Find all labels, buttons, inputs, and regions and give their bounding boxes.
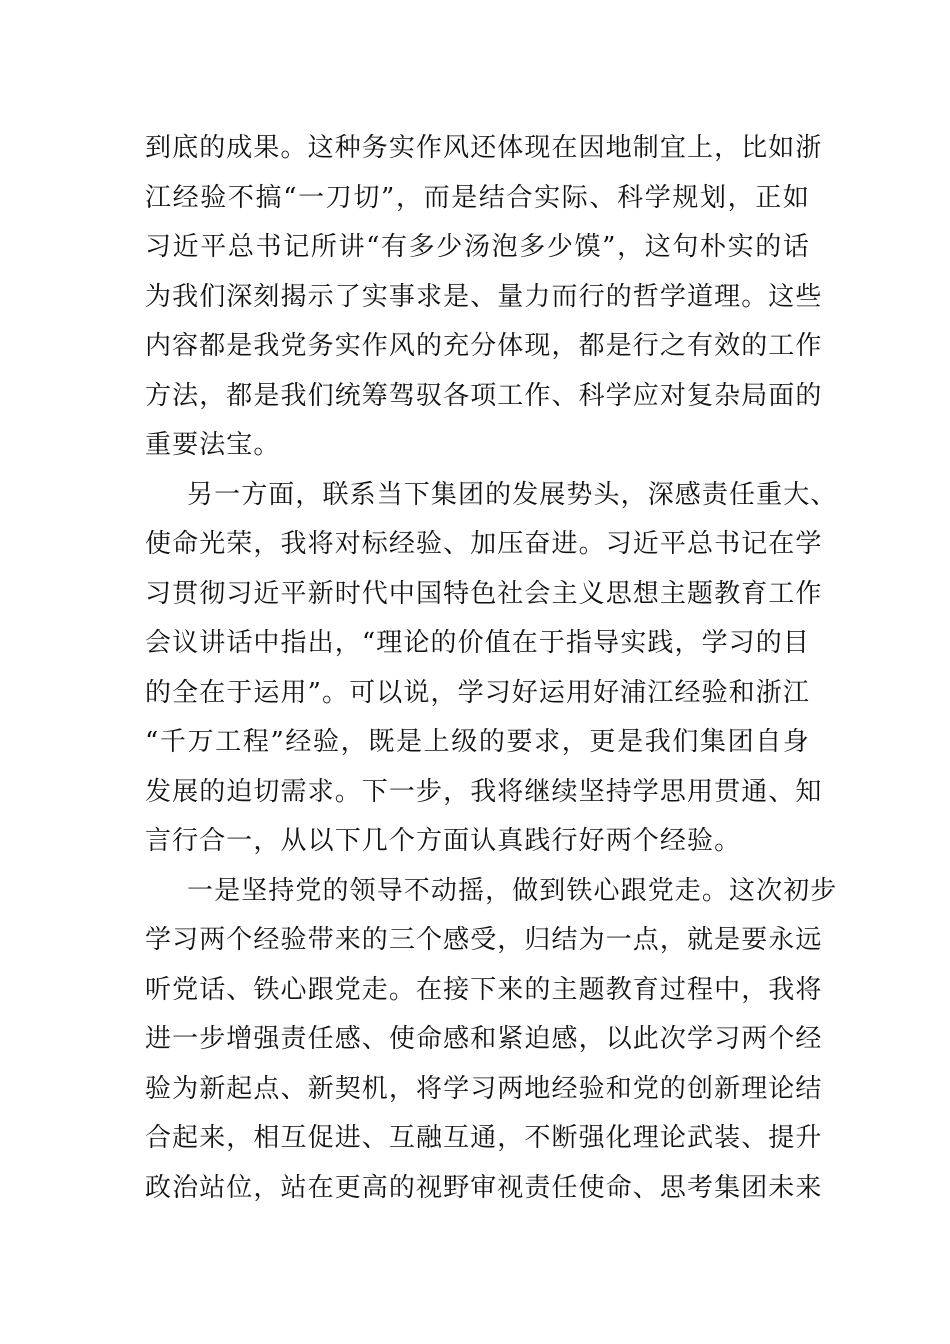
text-line: “千万工程”经验，既是上级的要求，更是我们集团自身 xyxy=(145,727,810,757)
text-line: 政治站位，站在更高的视野审视责任使命、思考集团未来 xyxy=(145,1172,823,1203)
text-line: 方法，都是我们统筹驾驭各项工作、科学应对复杂局面的 xyxy=(145,380,823,411)
text-line: 使命光荣，我将对标经验、加压奋进。习近平总书记在学 xyxy=(145,529,823,559)
text-line: 到底的成果。这种务实作风还体现在因地制宜上，比如浙 xyxy=(145,133,823,163)
text-line: 言行合一，从以下几个方面认真践行好两个经验。 xyxy=(145,826,742,856)
text-line: 习近平总书记所讲“有多少汤泡多少馍”，这句朴实的话 xyxy=(145,232,810,262)
document-page xyxy=(145,124,838,1213)
paragraph-3 xyxy=(145,867,838,1214)
text-line: 进一步增强责任感、使命感和紧迫感，以此次学习两个经 xyxy=(145,1024,823,1054)
text-line: 发展的迫切需求。下一步，我将继续坚持学思用贯通、知 xyxy=(145,776,823,807)
text-line: 另一方面，联系当下集团的发展势头，深感责任重大、 xyxy=(187,479,838,510)
text-line: 习贯彻习近平新时代中国特色社会主义思想主题教育工作 xyxy=(145,578,823,609)
text-line: 验为新起点、新契机，将学习两地经验和党的创新理论结 xyxy=(145,1073,823,1104)
text-line: 一是坚持党的领导不动摇，做到铁心跟党走。这次初步 xyxy=(187,875,838,906)
text-line: 为我们深刻揭示了实事求是、量力而行的哲学道理。这些 xyxy=(145,281,823,312)
text-line: 重要法宝。 xyxy=(145,430,281,460)
text-line: 合起来，相互促进、互融互通，不断强化理论武装、提升 xyxy=(145,1123,823,1153)
text-line: 的全在于运用”。可以说，学习好运用好浦江经验和浙江 xyxy=(145,677,810,708)
text-line: 内容都是我党务实作风的充分体现，都是行之有效的工作 xyxy=(145,331,823,361)
text-line: 会议讲话中指出，“理论的价值在于指导实践，学习的目 xyxy=(145,628,810,658)
text-line: 学习两个经验带来的三个感受，归结为一点，就是要永远 xyxy=(145,925,823,955)
paragraph-2 xyxy=(145,471,838,867)
paragraph-1 xyxy=(145,124,823,471)
text-line: 江经验不搞“一刀切”，而是结合实际、科学规划，正如 xyxy=(145,182,810,213)
text-line: 听党话、铁心跟党走。在接下来的主题教育过程中，我将 xyxy=(145,974,823,1005)
